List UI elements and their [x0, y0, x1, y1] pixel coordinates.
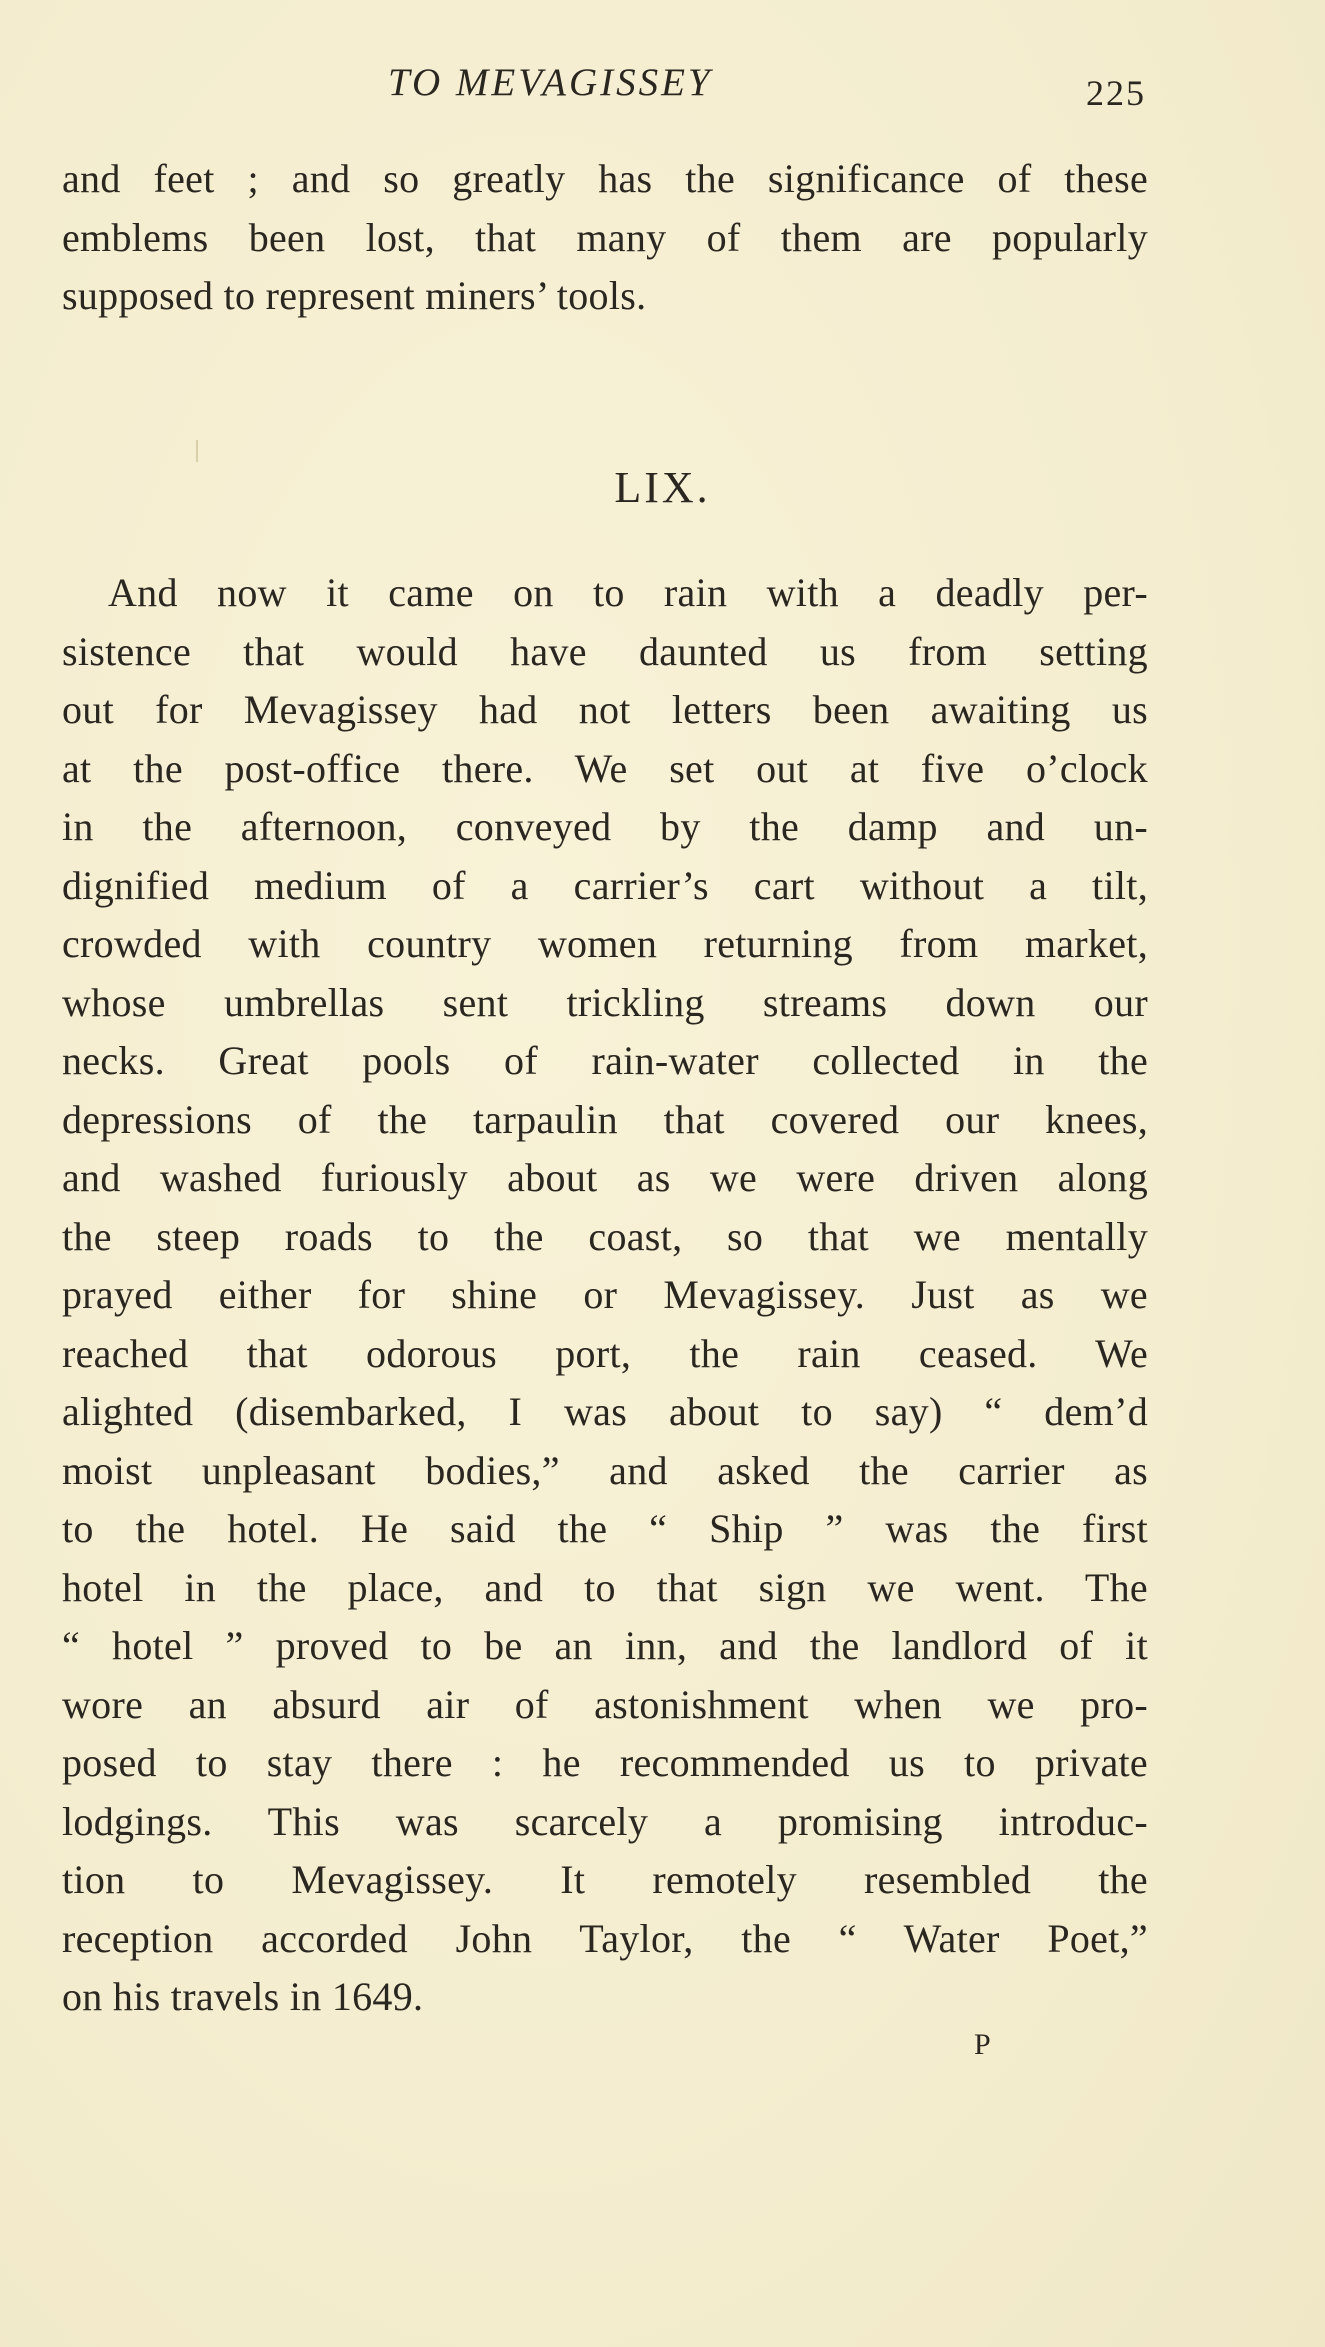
text-line: lodgings. This was scarcely a promising introduc-: [62, 1798, 1148, 1844]
paragraph-main: [62, 564, 1148, 2027]
text-line: sistence that would have daunted us from setting: [62, 628, 1148, 674]
text-line: crowded with country women returning from market,: [62, 921, 1148, 966]
text-line: depressions of the tarpaulin that covered our knees,: [62, 1096, 1148, 1142]
text-line: and feet ; and so greatly has the significance of these: [62, 156, 1148, 201]
text-line: prayed either for shine or Mevagissey. Just as we: [62, 1272, 1148, 1317]
text-line: posed to stay there : he recommended us to private: [62, 1740, 1148, 1785]
text-line: emblems been lost, that many of them are popularly: [62, 214, 1148, 260]
running-head: [0, 60, 1325, 113]
text-line: alighted (disembarked, I was about to say) “ dem’d: [62, 1389, 1148, 1434]
running-title: TO MEVAGISSEY: [388, 61, 713, 104]
text-line: necks. Great pools of rain-water collected in the: [62, 1038, 1148, 1083]
text-line: wore an absurd air of astonishment when we pro-: [62, 1681, 1148, 1727]
section-heading: LIX.: [614, 463, 711, 512]
text-line: tion to Mevagissey. It remotely resembled the: [62, 1857, 1148, 1902]
text-line: out for Mevagissey had not letters been awaiting us: [62, 687, 1148, 732]
paragraph-continued: [62, 150, 1148, 326]
text-line: “ hotel ” proved to be an inn, and the landlord of it: [62, 1623, 1148, 1668]
text-line: supposed to represent miners’ tools.: [62, 273, 647, 318]
text-line: And now it came on to rain with a deadly per-: [108, 570, 1148, 615]
text-line: in the afternoon, conveyed by the damp and un-: [62, 804, 1148, 849]
text-line: on his travels in 1649.: [62, 1974, 424, 2019]
text-line: reception accorded John Taylor, the “ Water Poet,”: [62, 1915, 1148, 1961]
text-line: hotel in the place, and to that sign we went. The: [62, 1564, 1148, 1610]
text-line: at the post-office there. We set out at five o’clock: [62, 745, 1148, 791]
text-line: whose umbrellas sent trickling streams down our: [62, 979, 1148, 1025]
page-number: 225: [1086, 73, 1146, 113]
signature-mark: P: [974, 2028, 991, 2061]
text-line: to the hotel. He said the “ Ship ” was the first: [62, 1506, 1148, 1551]
text-line: and washed furiously about as we were driven along: [62, 1155, 1148, 1200]
text-line: dignified medium of a carrier’s cart without a tilt,: [62, 862, 1148, 908]
text-line: the steep roads to the coast, so that we mentally: [62, 1213, 1148, 1259]
text-line: moist unpleasant bodies,” and asked the carrier as: [62, 1447, 1148, 1493]
text-line: reached that odorous port, the rain ceased. We: [62, 1330, 1148, 1376]
paper-speck: [196, 440, 198, 462]
